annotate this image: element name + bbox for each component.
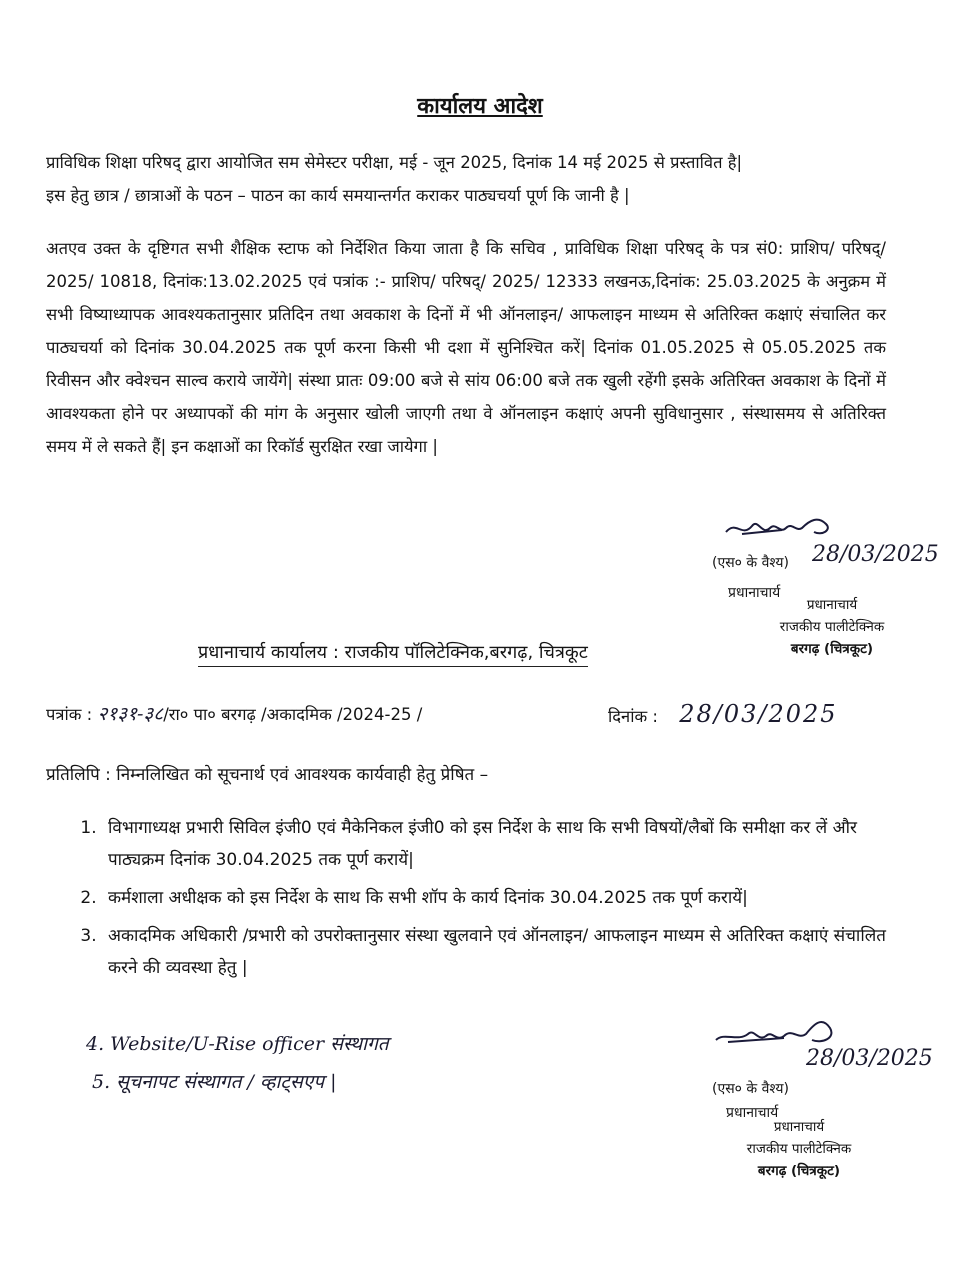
- reference-date-label: दिनांक :: [608, 707, 658, 726]
- copy-intro: प्रतिलिपि : निम्नलिखित को सूचनार्थ एवं आवश्यक कार्यवाही हेतु प्रेषित –: [46, 765, 489, 785]
- intro-line-1: प्राविधिक शिक्षा परिषद् द्वारा आयोजित सम सेमेस्टर परीक्षा, मई - जून 2025, दिनांक 14 मई 2025 से प्रस्तावित है|: [46, 153, 743, 172]
- signature-1: [722, 510, 842, 544]
- signature-2-designation: प्रधानाचार्य: [726, 1105, 779, 1121]
- signature-1-name: (एस० के वैश्य): [712, 555, 789, 571]
- stamp-1-line-3: बरगढ़ (चित्रकूट): [790, 641, 874, 657]
- distribution-list: [46, 812, 902, 990]
- stamp-2-line-2: राजकीय पालीटेक्निक: [746, 1141, 852, 1157]
- reference-handwritten-date: 28/03/2025: [679, 700, 838, 728]
- signature-2-date: 28/03/2025: [806, 1046, 933, 1071]
- signature-scribble-1: [722, 510, 842, 544]
- intro-paragraph: [46, 146, 926, 212]
- document-title: कार्यालय आदेश: [417, 94, 543, 119]
- instruction-paragraph: अतएव उक्त के दृष्टिगत सभी शैक्षिक स्टाफ को निर्देशित किया जाता है कि सचिव , प्राविधिक शिक्षा परिषद् के पत्र सं0: प्राशिप/ परिषद्/ 2025/ 10818, दिनांक:13.02.2025 एवं पत्रांक :- प्राशिप/ परिषद्/ 2025/ 12333 लखनऊ,दिनांक: 25.03.2025 के अनुक्रम में सभी विष्याध्यापक आवश्यकतानुसार प्रतिदिन तथा अवकाश के दिनों में भी ऑनलाइन/ आफलाइन माध्यम से अतिरिक्त कक्षाएं संचालित कर पाठ्यचर्या को दिनांक 30.04.2025 तक पूर्ण करना किसी भी दशा में सुनिश्चित करें| दिनांक 01.05.2025 से 05.05.2025 तक रिवीसन और क्वेश्चन साल्व कराये जायेंगे| संस्था प्रातः 09:00 बजे से सांय 06:00 बजे तक खुली रहेंगी इसके अतिरिक्त अवकाश के दिनों में आवश्यकता होने पर अध्यापकों की मांग के अनुसार खोली जाएगी तथा वे ऑनलाइन कक्षाएं अपनी सुविधानुसार , संस्थासमय से अतिरिक्त समय में ले सकते हैं| इन कक्षाओं का रिकॉर्ड सुरक्षित रखा जायेगा |: [46, 239, 886, 456]
- signature-1-designation: प्रधानाचार्य: [728, 585, 781, 601]
- list-item: 1. विभागाध्यक्ष प्रभारी सिविल इंजी0 एवं मैकेनिकल इंजी0 को इस निर्देश के साथ कि सभी विषयों/लैबों कि समीक्षा कर लें और पाठ्यक्रम दिनांक 30.04.2025 तक पूर्ण करायें|: [102, 812, 902, 876]
- reference-label: पत्रांक :: [46, 705, 93, 724]
- reference-date: [608, 700, 838, 728]
- signature-1-date: 28/03/2025: [812, 542, 939, 567]
- stamp-2-line-3: बरगढ़ (चित्रकूट): [757, 1163, 841, 1179]
- handwritten-item-5: 5. सूचनापट संस्थागत / व्हाट्सएप |: [92, 1071, 337, 1093]
- reference-handwritten-number: २१३१-३८: [97, 703, 164, 725]
- signature-2-name: (एस० के वैश्य): [712, 1081, 789, 1097]
- handwritten-item-4: 4. Website/U-Rise officer संस्थागत: [86, 1033, 389, 1055]
- stamp-2-line-1: प्रधानाचार्य: [773, 1119, 825, 1135]
- intro-line-2: इस हेतु छात्र / छात्राओं के पठन – पाठन का कार्य समयान्तर्गत कराकर पाठ्यचर्या पूर्ण कि जानी है |: [46, 186, 630, 205]
- stamp-2: [714, 1116, 884, 1182]
- reference-number: [46, 700, 422, 726]
- reference-rest: /रा० पा० बरगढ़ /अकादमिक /2024-25 /: [163, 705, 423, 724]
- list-item: 2. कर्मशाला अधीक्षक को इस निर्देश के साथ कि सभी शॉप के कार्य दिनांक 30.04.2025 तक पूर्ण करायें|: [102, 882, 902, 914]
- list-item: 3. अकादमिक अधिकारी /प्रभारी को उपरोक्तानुसार संस्था खुलवाने एवं ऑनलाइन/ आफलाइन माध्यम से अतिरिक्त कक्षाएं संचालित करने की व्यवस्था हेतु |: [102, 920, 902, 984]
- stamp-1-line-1: प्रधानाचार्य: [806, 597, 858, 613]
- stamp-1-line-2: राजकीय पालीटेक्निक: [779, 619, 885, 635]
- office-heading: प्रधानाचार्य कार्यालय : राजकीय पॉलिटेक्निक,बरगढ़, चित्रकूट: [198, 640, 588, 667]
- stamp-1: [752, 594, 912, 660]
